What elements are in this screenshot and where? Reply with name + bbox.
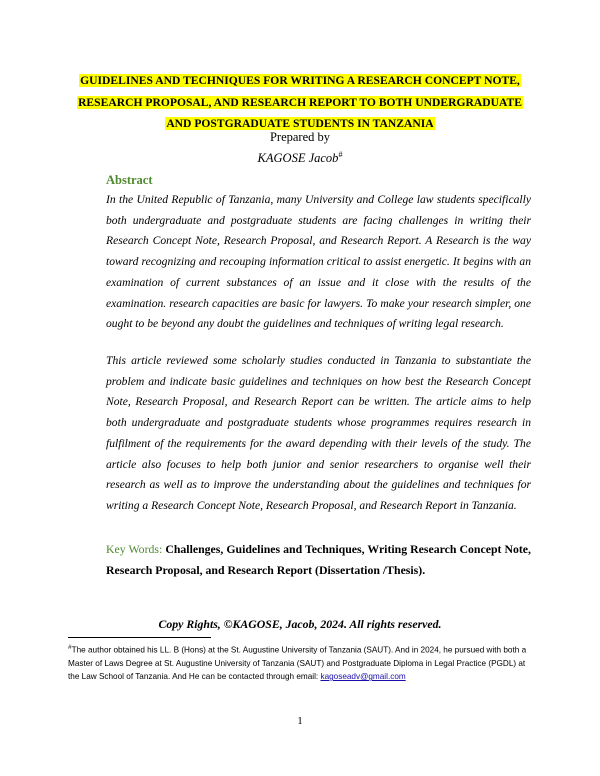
title-line-2: RESEARCH PROPOSAL, AND RESEARCH REPORT TO BOTH UNDERGRADUATE xyxy=(78,95,522,109)
keywords xyxy=(106,539,531,581)
paper-title xyxy=(60,70,540,135)
footnote-divider xyxy=(68,637,211,638)
abstract-paragraph-1: In the United Republic of Tanzania, many University and College law students specifically both undergraduate and postgraduate students are facing challenges in writing their Research Concept Note, Research Proposal, and Research Report. A Research is the way toward recognizing and recouping information critical to assist energetic. It begins with an examination of current substances of an issue and it close with the results of the examination. research capacities are basic for lawyers. To make your research simpler, one ought to be beyond any doubt the guidelines and techniques of writing legal research. xyxy=(106,193,531,331)
author-line xyxy=(0,150,600,166)
copyright-notice: Copy Rights, ©KAGOSE, Jacob, 2024. All rights reserved. xyxy=(158,617,442,631)
abstract-heading: Abstract xyxy=(106,173,153,187)
title-line-3: AND POSTGRADUATE STUDENTS IN TANZANIA xyxy=(166,117,434,130)
footnote xyxy=(68,641,534,683)
footnote-text: The author obtained his LL. B (Hons) at the St. Augustine University of Tanzania (SAUT). And in 2024, he pursued with both a Master of Laws Degree at St. Augustine University of Tanzania (SAUT) and Postgraduate Diploma in Legal Practice (PGDL) at the Law School of Tanzania. And He can be contacted through email: xyxy=(68,645,527,682)
page-number: 1 xyxy=(297,715,303,727)
author-name: KAGOSE Jacob xyxy=(257,151,339,166)
prepared-by: Prepared by xyxy=(269,130,331,144)
title-line-1: GUIDELINES AND TECHNIQUES FOR WRITING A RESEARCH CONCEPT NOTE, xyxy=(80,74,520,87)
author-email-link[interactable]: kagoseadv@gmail.com xyxy=(320,672,406,682)
abstract-paragraph-2: This article reviewed some scholarly studies conducted in Tanzania to substantiate the problem and indicate basic guidelines and techniques on how best the Research Concept Note, Research Proposal, and Research Report can be written. The article aims to help both undergraduate and postgraduate students whose programmes requires research in fulfilment of the requirements for the award depending with their levels of the study. The article also focuses to help both junior and senior researchers to organise well their research as well as to improve the understanding about the guidelines and techniques for writing a Research Concept Note, Research Proposal, and Research Report in Tanzania. xyxy=(106,354,531,512)
author-footnote-mark: # xyxy=(338,150,343,159)
keywords-label: Key Words: xyxy=(106,542,163,556)
footnote-mark: # xyxy=(68,644,72,651)
keywords-text: Challenges, Guidelines and Techniques, Writing Research Concept Note, Research Proposal, and Research Report (Dissertation /Thesis). xyxy=(106,542,531,577)
